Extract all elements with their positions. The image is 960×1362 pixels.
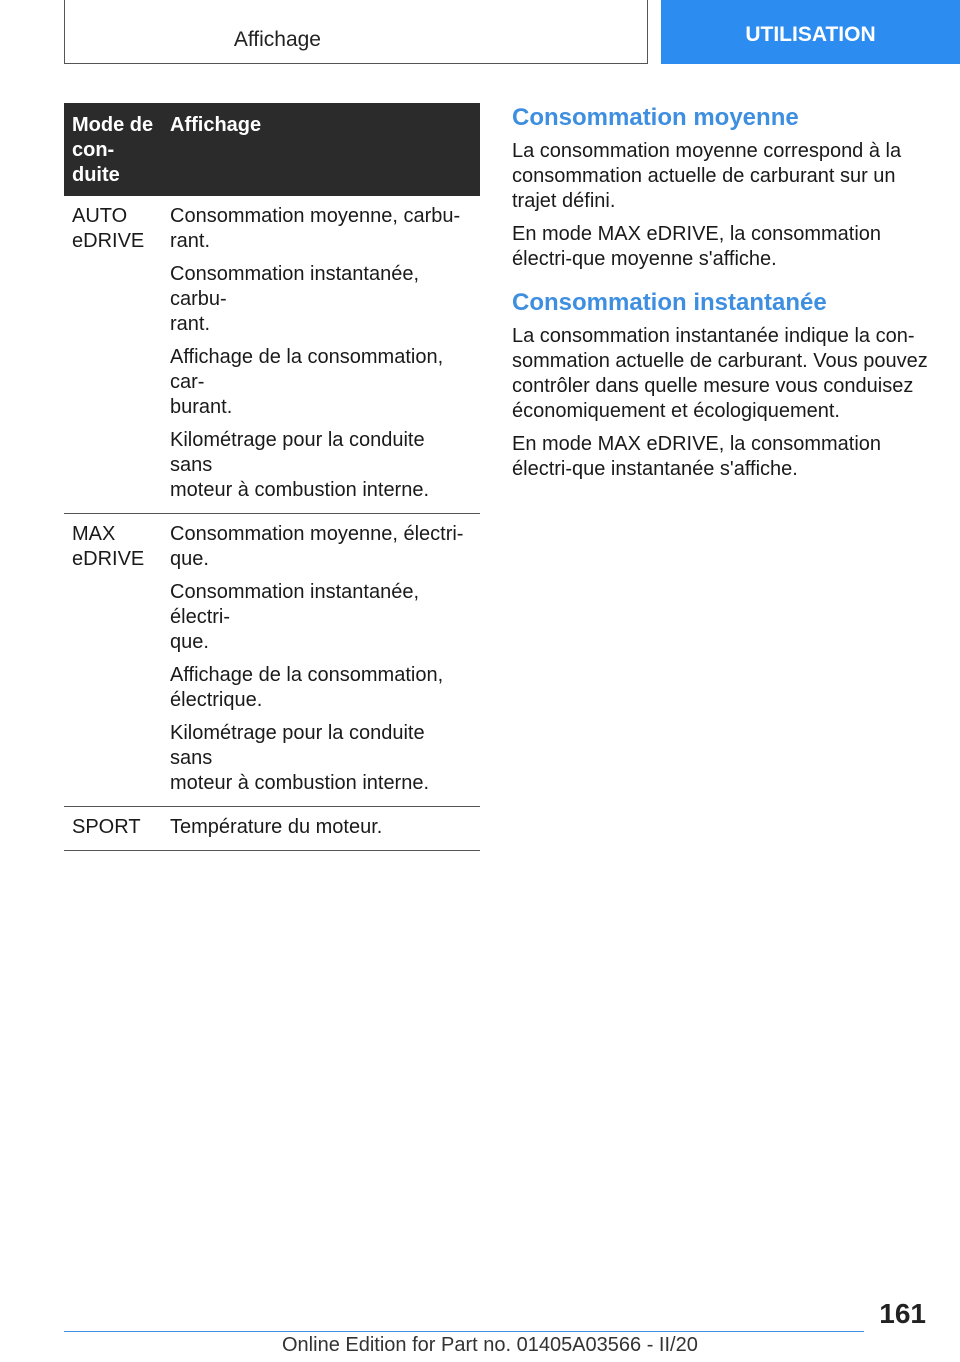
section-paragraph: La consommation moyenne correspond à la consommation actuelle de carburant sur un trajet défini. [512, 140, 902, 212]
display-item: Consommation moyenne, carbu- rant. [170, 205, 461, 252]
table-header-row [64, 103, 480, 196]
display-cell [162, 514, 480, 807]
column-header-display: Affichage [162, 103, 480, 196]
chapter-tab: UTILISATION [661, 0, 960, 64]
section-instant-consumption [512, 288, 930, 482]
mode-cell: AUTO eDRIVE [64, 196, 162, 514]
display-item: Affichage de la consommation, électrique. [170, 664, 444, 711]
mode-cell: SPORT [64, 807, 162, 851]
mode-header-line1: Mode de [72, 114, 154, 136]
column-header-mode [64, 103, 162, 196]
display-item: Consommation instantanée, carbu- rant. [170, 263, 420, 335]
mode-display-table [64, 103, 480, 851]
footer-edition: Online Edition for Part no. 01405A03566 - II/20 [282, 1334, 698, 1356]
display-cell [162, 807, 480, 851]
table-row [64, 514, 480, 807]
table-body [64, 196, 480, 851]
section-paragraph: La consommation instantanée indique la con-sommation actuelle de carburant. Vous pouvez contrôler dans quelle mesure vous conduisez économiquement et écologiquement. [512, 325, 928, 422]
display-item: Kilométrage pour la conduite sans moteur à combustion interne. [170, 722, 430, 794]
section-title: Affichage [233, 28, 321, 51]
page-number: 161 [879, 1298, 926, 1329]
mode-header-line3: duite [72, 164, 120, 186]
mode-header-line2: con- [72, 139, 115, 161]
table-row [64, 807, 480, 851]
footer-divider [64, 1331, 864, 1332]
right-column [512, 103, 930, 498]
display-item: Kilométrage pour la conduite sans moteur à combustion interne. [170, 429, 430, 501]
display-item: Affichage de la consommation, car- burant. [170, 346, 444, 418]
display-item: Consommation moyenne, électri- que. [170, 523, 464, 570]
section-paragraph: En mode MAX eDRIVE, la consommation électri-que instantanée s'affiche. [512, 433, 882, 480]
display-cell [162, 196, 480, 514]
header-frame [64, 0, 648, 64]
section-heading: Consommation moyenne [512, 104, 799, 131]
section-average-consumption [512, 103, 930, 272]
display-item: Température du moteur. [170, 816, 383, 838]
section-heading: Consommation instantanée [512, 289, 827, 316]
table-row [64, 196, 480, 514]
mode-cell: MAX eDRIVE [64, 514, 162, 807]
section-paragraph: En mode MAX eDRIVE, la consommation électri-que moyenne s'affiche. [512, 223, 882, 270]
display-item: Consommation instantanée, électri- que. [170, 581, 420, 653]
